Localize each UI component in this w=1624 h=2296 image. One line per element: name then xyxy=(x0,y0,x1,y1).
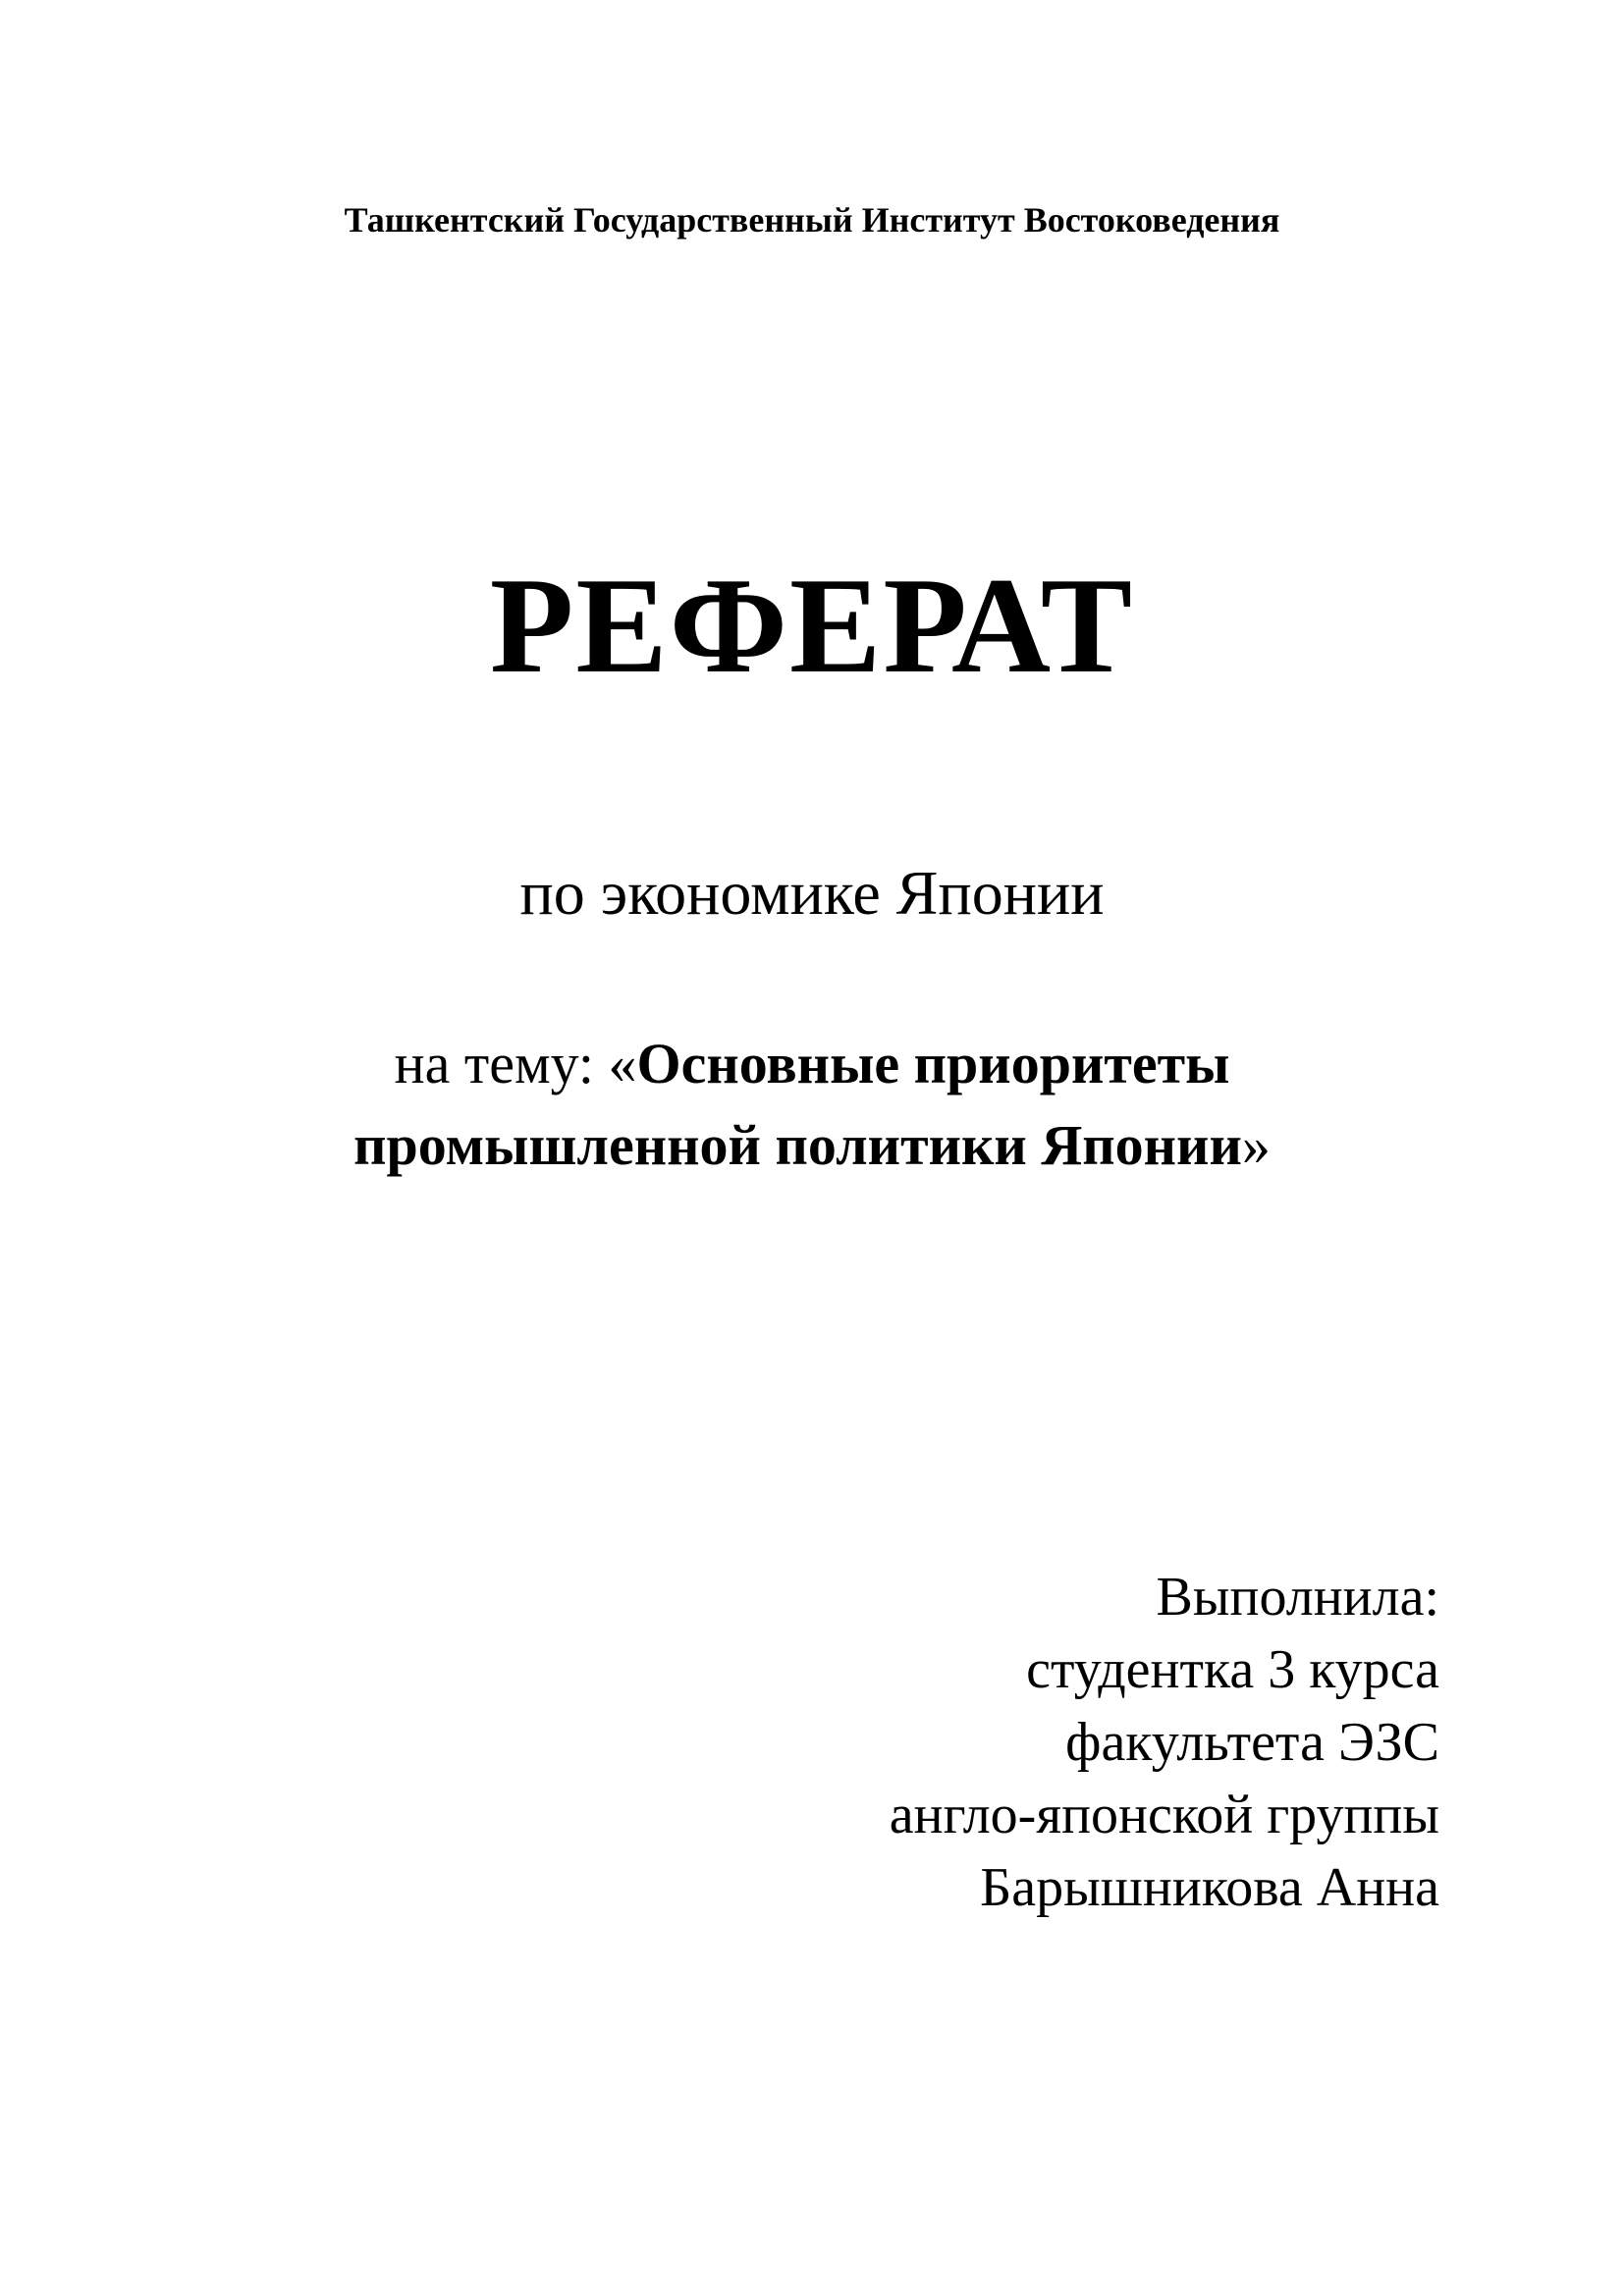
author-group: англо-японской группы xyxy=(889,1785,1439,1845)
topic-line-1 xyxy=(0,1023,1624,1104)
topic-line-2 xyxy=(0,1104,1624,1186)
author-faculty: факультета ЭЗС xyxy=(1065,1712,1439,1773)
author-course: студентка 3 курса xyxy=(1026,1639,1439,1700)
institute-name: Ташкентский Государственный Институт Востоковедения xyxy=(344,200,1280,240)
author-info-block xyxy=(890,1561,1439,1924)
topic-block xyxy=(0,1023,1624,1186)
author-performed-label: Выполнила: xyxy=(1156,1567,1439,1628)
subject-line: по экономике Японии xyxy=(519,858,1105,928)
author-name: Барышникова Анна xyxy=(980,1857,1439,1918)
document-type-heading: РЕФЕРАТ xyxy=(489,550,1135,702)
topic-prefix: на тему: « xyxy=(394,1032,637,1095)
topic-suffix: » xyxy=(1241,1113,1271,1177)
topic-title-part-1: Основные приоритеты xyxy=(636,1032,1230,1095)
topic-title-part-2: промышленной политики Японии xyxy=(353,1113,1242,1177)
